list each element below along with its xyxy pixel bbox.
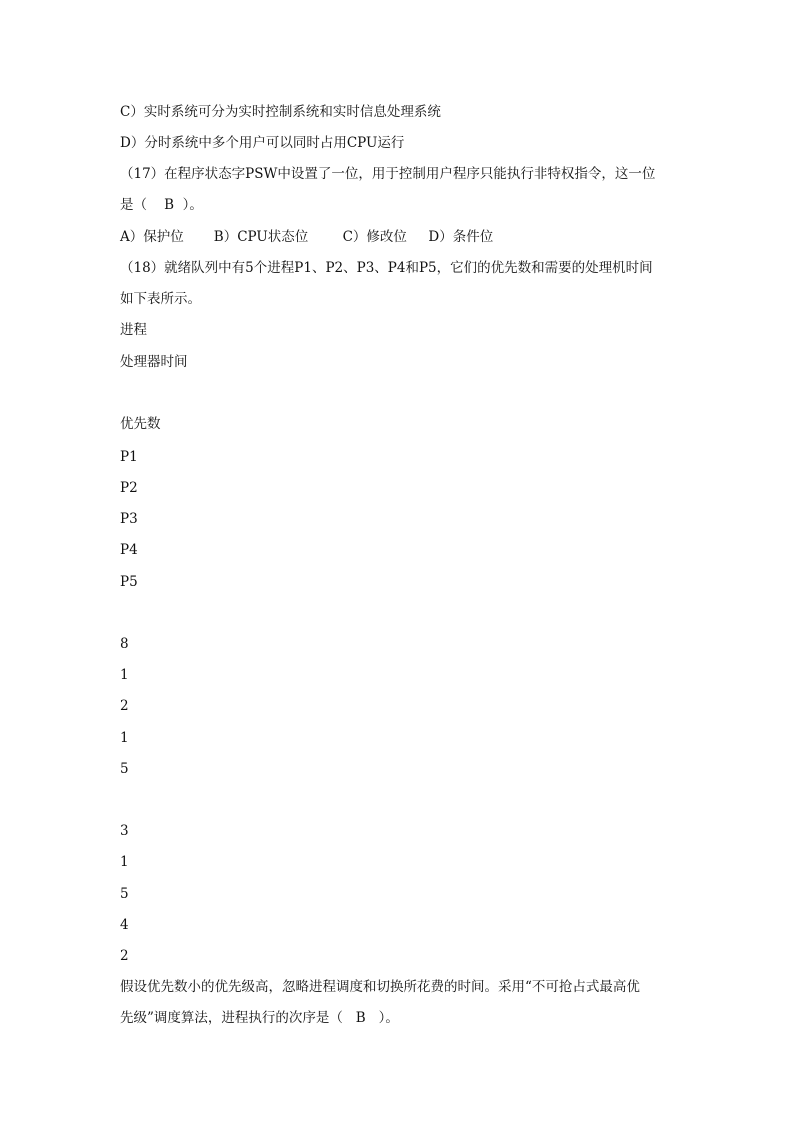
table-header-cpu-time: 处理器时间 bbox=[120, 354, 188, 370]
priority-p4: 4 bbox=[120, 917, 129, 933]
table-header-process: 进程 bbox=[120, 322, 147, 338]
cpu-time-p2: 1 bbox=[120, 667, 129, 683]
question-18-text: （18）就绪队列中有5个进程P1、P2、P3、P4和P5，它们的优先数和需要的处理机时间 bbox=[120, 260, 653, 276]
cpu-time-p5: 5 bbox=[120, 761, 129, 777]
question-17-text: （17）在程序状态字PSW中设置了一位，用于控制用户程序只能执行非特权指令，这一位 bbox=[120, 166, 656, 182]
table-header-priority: 优先数 bbox=[120, 416, 161, 432]
cpu-time-p3: 2 bbox=[120, 698, 129, 714]
process-p5: P5 bbox=[120, 574, 138, 590]
question-18-answer: 先级”调度算法，进程执行的次序是（ B ）。 bbox=[120, 1010, 399, 1026]
question-17-options: A）保护位 B）CPU状态位 C）修改位 D）条件位 bbox=[120, 229, 494, 245]
question-17-answer: 是（ B ）。 bbox=[120, 197, 203, 213]
priority-p3: 5 bbox=[120, 886, 129, 902]
cpu-time-p4: 1 bbox=[120, 730, 129, 746]
process-p2: P2 bbox=[120, 480, 138, 496]
process-p1: P1 bbox=[120, 449, 138, 465]
cpu-time-p1: 8 bbox=[120, 636, 129, 652]
option-d-text: D）分时系统中多个用户可以同时占用CPU运行 bbox=[120, 135, 405, 151]
process-p3: P3 bbox=[120, 511, 138, 527]
priority-p1: 3 bbox=[120, 823, 129, 839]
priority-p5: 2 bbox=[120, 948, 129, 964]
priority-p2: 1 bbox=[120, 854, 129, 870]
question-18-condition: 假设优先数小的优先级高，忽略进程调度和切换所花费的时间。采用“不可抢占式最高优 bbox=[120, 979, 640, 995]
question-18-text-cont: 如下表所示。 bbox=[120, 291, 201, 307]
process-p4: P4 bbox=[120, 542, 138, 558]
option-c-text: C）实时系统可分为实时控制系统和实时信息处理系统 bbox=[120, 104, 441, 120]
